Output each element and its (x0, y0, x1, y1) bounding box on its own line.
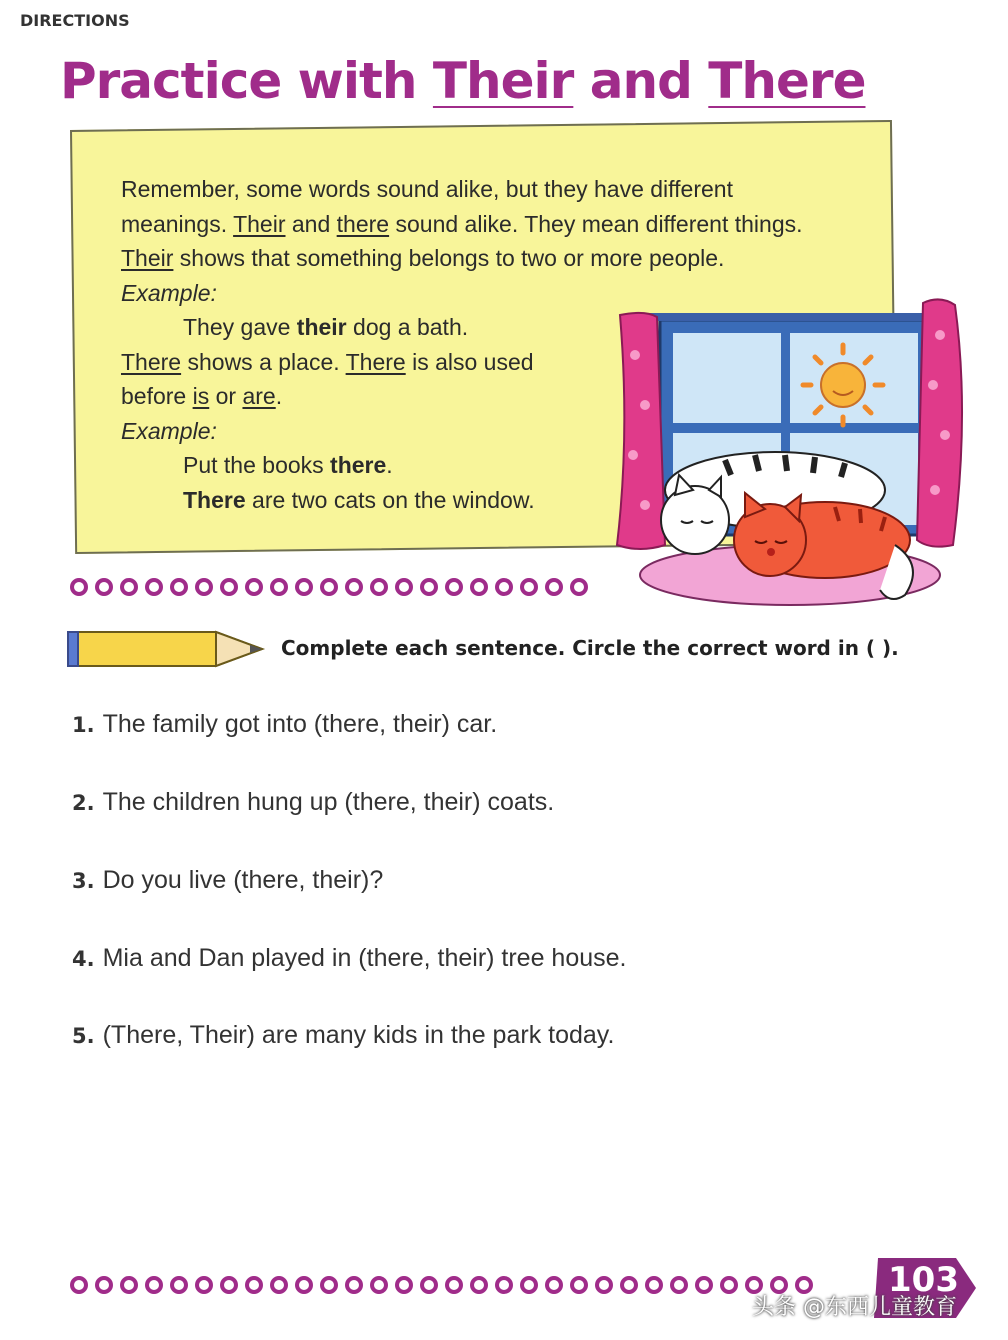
decorative-dot (345, 1276, 363, 1294)
rule-line-3: Their shows that something belongs to two or more people. (121, 245, 725, 271)
decorative-dot (495, 1276, 513, 1294)
decorative-dot (320, 578, 338, 596)
example-label-2: Example: (121, 417, 217, 444)
exercise-item: 1. The family got into (there, their) car. (72, 710, 498, 738)
decorative-dot (295, 578, 313, 596)
decorative-dot (570, 1276, 588, 1294)
example-label: Example: (121, 279, 217, 306)
decorative-dot (545, 578, 563, 596)
decorative-dot (620, 1276, 638, 1294)
decorative-dot (220, 1276, 238, 1294)
title-there: There (708, 52, 866, 110)
exercise-item: 2. The children hung up (there, their) coats. (72, 788, 555, 816)
decorative-dot (245, 1276, 263, 1294)
rule-line-5: before is or are. (121, 383, 283, 409)
dot-row-bottom (70, 1276, 813, 1294)
decorative-dot (645, 1276, 663, 1294)
title-their: Their (432, 52, 574, 110)
example-sentence-1: They gave their dog a bath. (183, 314, 469, 340)
decorative-dot (445, 1276, 463, 1294)
exercise-item: 3. Do you live (there, their)? (72, 866, 384, 894)
decorative-dot (395, 1276, 413, 1294)
decorative-dot (695, 1276, 713, 1294)
decorative-dot (120, 1276, 138, 1294)
decorative-dot (95, 578, 113, 596)
decorative-dot (195, 1276, 213, 1294)
decorative-dot (70, 578, 88, 596)
exercise-item: 4. Mia and Dan played in (there, their) tree house. (72, 944, 627, 972)
decorative-dot (520, 578, 538, 596)
decorative-dot (445, 578, 463, 596)
dot-row-top (70, 578, 588, 596)
rule-line-2: meanings. Their and there sound alike. They mean different things. (121, 210, 803, 237)
left-curtain (617, 313, 665, 549)
decorative-dot (170, 578, 188, 596)
decorative-dot (420, 1276, 438, 1294)
decorative-dot (595, 1276, 613, 1294)
decorative-dot (470, 1276, 488, 1294)
decorative-dot (545, 1276, 563, 1294)
page-title: Practice with Their and There (60, 52, 866, 110)
decorative-dot (95, 1276, 113, 1294)
decorative-dot (320, 1276, 338, 1294)
decorative-dot (495, 578, 513, 596)
decorative-dot (145, 1276, 163, 1294)
directions-label: DIRECTIONS (20, 11, 130, 30)
decorative-dot (220, 578, 238, 596)
decorative-dot (470, 578, 488, 596)
example-sentence-2: Put the books there. (183, 452, 393, 478)
decorative-dot (145, 578, 163, 596)
decorative-dot (245, 578, 263, 596)
decorative-dot (170, 1276, 188, 1294)
decorative-dot (195, 578, 213, 596)
decorative-dot (670, 1276, 688, 1294)
decorative-dot (370, 578, 388, 596)
watermark: 头条 @东西儿童教育 (752, 1295, 957, 1320)
decorative-dot (70, 1276, 88, 1294)
decorative-dot (120, 578, 138, 596)
decorative-dot (370, 1276, 388, 1294)
cats-window-illustration (605, 295, 975, 620)
decorative-dot (570, 578, 588, 596)
decorative-dot (270, 1276, 288, 1294)
decorative-dot (270, 578, 288, 596)
decorative-dot (520, 1276, 538, 1294)
decorative-dot (395, 578, 413, 596)
directions-text: Complete each sentence. Circle the correct word in ( ). (281, 636, 899, 660)
decorative-dot (720, 1276, 738, 1294)
exercise-item: 5. (There, Their) are many kids in the park today. (72, 1021, 615, 1049)
example-sentence-3: There are two cats on the window. (183, 486, 535, 513)
decorative-dot (295, 1276, 313, 1294)
directions-pencil (66, 628, 266, 670)
page-number: 103 (888, 1260, 959, 1300)
decorative-dot (345, 578, 363, 596)
rule-line-1: Remember, some words sound alike, but they have different (121, 176, 733, 202)
decorative-dot (420, 578, 438, 596)
rule-line-4: There shows a place. There is also used (121, 348, 534, 375)
